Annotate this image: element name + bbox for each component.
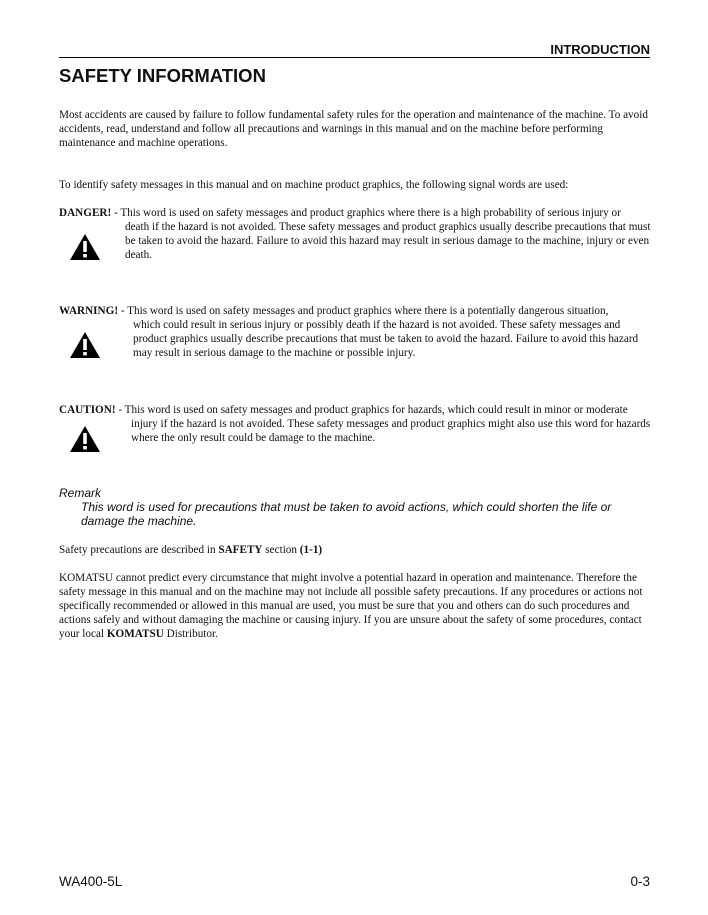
closing-post: Distributor. xyxy=(163,628,218,640)
section-header: INTRODUCTION xyxy=(550,42,650,57)
danger-text: death if the hazard is not avoided. These safety messages and product graphics usually describe precautions that must be taken to avoid the hazard. Failure to avoid this hazard may result in serious damage to the machine, injury or even death. xyxy=(125,221,651,261)
signal-words-intro: To identify safety messages in this manual and on machine product graphics, the following signal words are used: xyxy=(59,179,569,191)
footer-model: WA400-5L xyxy=(59,874,123,889)
danger-block xyxy=(59,206,651,262)
safety-section-name: SAFETY xyxy=(218,544,263,556)
distributor-brand: KOMATSU xyxy=(106,628,164,640)
safety-section-number: (1-1) xyxy=(299,544,323,556)
warning-block xyxy=(59,304,651,360)
precautions-pre: Safety precautions are described in xyxy=(59,544,219,556)
remark-text: This word is used for precautions that must be taken to avoid actions, which could shorten the life or damage the machine. xyxy=(81,500,612,528)
remark-heading: Remark xyxy=(59,486,102,500)
precautions-reference xyxy=(59,543,651,557)
warning-text: which could result in serious injury or possibly death if the hazard is not avoided. These safety messages and product graphics usually describe precautions that must be taken to avoid the hazard. Failure to avoid this hazard may result in serious damage to the machine or possible injury. xyxy=(133,319,639,359)
warning-triangle-icon xyxy=(69,425,101,453)
header-rule xyxy=(59,57,650,58)
caution-block xyxy=(59,403,651,445)
danger-lead: - This word is used on safety messages and product graphics where there is a high probability of serious injury or xyxy=(111,207,621,219)
caution-word: CAUTION! xyxy=(59,404,116,416)
closing-pre: KOMATSU cannot predict every circumstance that might involve a potential hazard in operation and maintenance. Therefore the safety message in this manual and on the machine may not include all possible safety precautions. If any procedures or actions not specifically recommended or allowed in this manual are used, you must be sure that you and others can do such procedures and actions safely and without damaging the machine or causing injury. If you are unsure about the safety of some procedures, contact your local xyxy=(59,572,643,640)
intro-paragraph: Most accidents are caused by failure to follow fundamental safety rules for the operation and maintenance of the machine. To avoid accidents, read, understand and follow all precautions and warnings in this manual and on the machine before performing maintenance and machine operations. xyxy=(59,109,648,149)
page-number: 0-3 xyxy=(630,874,650,889)
warning-word: WARNING! xyxy=(59,305,119,317)
warning-triangle-icon xyxy=(69,331,101,359)
precautions-mid: section xyxy=(262,544,300,556)
warning-triangle-icon xyxy=(69,233,101,261)
closing-paragraph xyxy=(59,571,651,641)
caution-lead: - This word is used on safety messages and product graphics for hazards, which could result in minor or moderate xyxy=(115,404,628,416)
danger-word: DANGER! xyxy=(59,207,112,219)
caution-text: injury if the hazard is not avoided. These safety messages and product graphics might also use this word for hazards where the only result could be damage to the machine. xyxy=(131,418,651,444)
warning-lead: - This word is used on safety messages and product graphics where there is a potentially dangerous situation, xyxy=(118,305,609,317)
page-title: SAFETY INFORMATION xyxy=(59,65,266,86)
